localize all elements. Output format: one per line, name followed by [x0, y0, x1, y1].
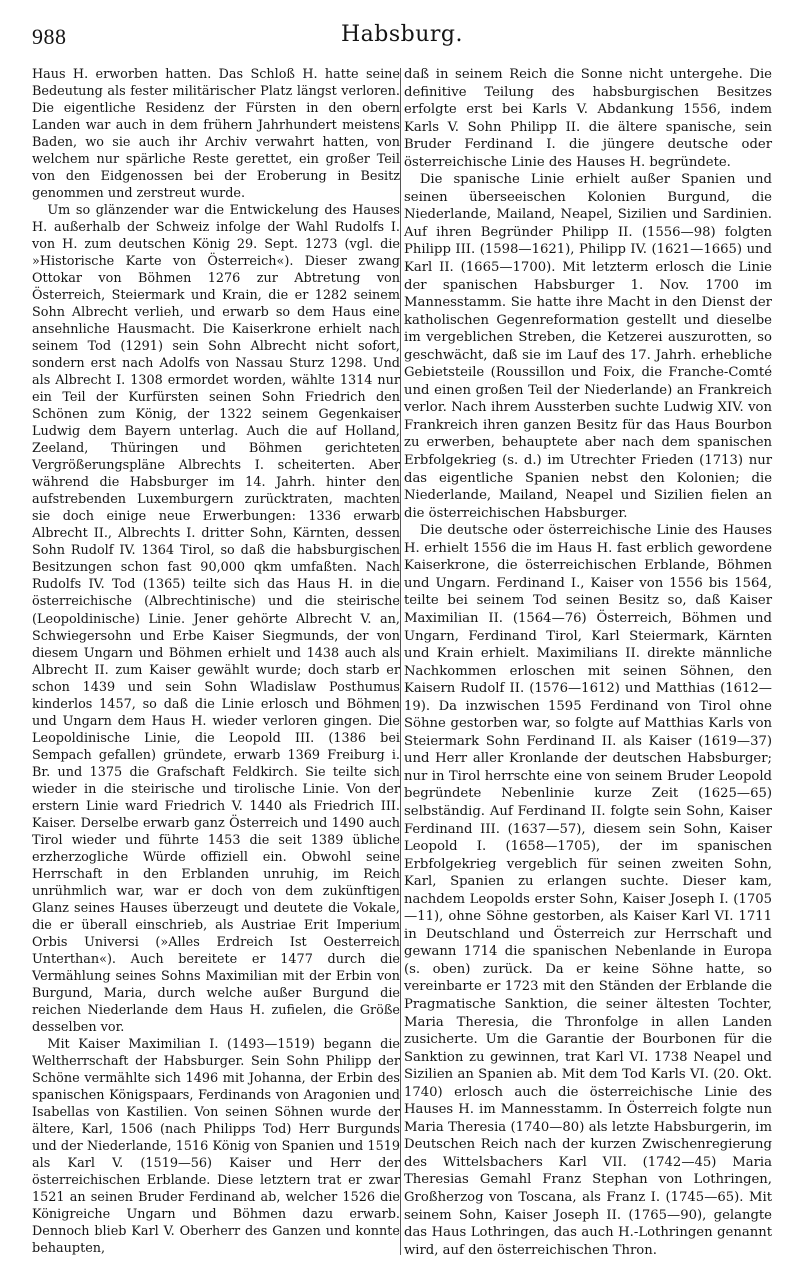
- running-title: Habsburg.: [340, 22, 464, 47]
- paragraph: Haus H. erworben hatten. Das Schloß H. hatte seine Bedeutung als fester militärischer Platz längst verloren. Die eigentliche Residenz der Fürsten in den obern Landen war auch in dem frühern Jahrhundert meistens Baden, wo sie auch ihr Archiv verwahrt hatten, von welchem nur spärliche Reste gerettet, ein großer Teil von den Eidgenossen bei der Eroberung in Besitz genommen und zerstreut wurde.: [32, 67, 400, 202]
- paragraph: Um so glänzender war die Entwickelung des Hauses H. außerhalb der Schweiz infolge der Wahl Rudolfs I. von H. zum deutschen König 29. Sept. 1273 (vgl. die »Historische Karte von Österreich«). Dieser zwang Ottokar von Böhmen 1276 zur Abtretung von Österreich, Steiermark und Krain, die er 1282 seinem Sohn Albrecht verlieh, und erwarb so dem Haus eine ansehnliche Hausmacht. Die Kaiserkrone erhielt nach seinem Tod (1291) sein Sohn Albrecht nicht sofort, sondern erst nach Adolfs von Nassau Sturz 1298. Und als Albrecht I. 1308 ermordet worden, wählte 1314 nur ein Teil der Kurfürsten seinen Sohn Friedrich den Schönen zum König, der 1322 seinem Gegenkaiser Ludwig dem Bayern unterlag. Auch die auf Holland, Zeeland, Thüringen und Böhmen gerichteten Vergrößerungspläne Albrechts I. scheiterten. Aber während die Habsburger im 14. Jahrh. hinter den aufstrebenden Luxemburgern zurücktraten, machten sie doch einige neue Erwerbungen: 1336 erwarb Albrecht II., Albrechts I. dritter Sohn, Kärnten, dessen Sohn Rudolf IV. 1364 Tirol, so daß die habsburgischen Besitzungen schon fast 90,000 qkm umfaßten. Nach Rudolfs IV. Tod (1365) teilte sich das Haus H. in die österreichische (Albrechtinische) und die steirische (Leopoldinische) Linie. Jener gehörte Albrecht V. an, Schwiegersohn und Erbe Kaiser Siegmunds, der von diesem Ungarn und Böhmen erhielt und 1438 auch als Albrecht II. zum Kaiser gewählt wurde; doch starb er schon 1439 und sein Sohn Wladislaw Posthumus kinderlos 1457, so daß die Linie erlosch und Böhmen und Ungarn dem Haus H. wieder verloren gingen. Die Leopoldinische Linie, die Leopold III. (1386 bei Sempach gefallen) gründete, erwarb 1369 Freiburg i. Br. und 1375 die Grafschaft Feldkirch. Sie teilte sich wieder in die steirische und tirolische Linie. Von der erstern Linie ward Friedrich V. 1440 als Friedrich III. Kaiser. Derselbe erwarb ganz Österreich und 1490 auch Tirol wieder und führte 1453 die seit 1389 übliche erzherzogliche Würde offiziell ein. Obwohl seine Herrschaft in den Erblanden unruhig, im Reich unrühmlich war, war er doch von dem zukünftigen Glanz seines Hauses überzeugt und deutete die Vokale, die er überall einschrieb, als Austriae Erit Imperium Orbis Universi (»Alles Erdreich Ist Oesterreich Unterthan«). Auch bereitete er 1477 durch die Vermählung seines Sohns Maximilian mit der Erbin von Burgund, Maria, durch welche außer Burgund die reichen Niederlande dem Haus H. zufielen, die Größe desselben vor.: [32, 203, 400, 1035]
- page-header: [32, 10, 772, 56]
- right-column: [404, 66, 772, 1259]
- paragraph: Die spanische Linie erhielt außer Spanien und seinen überseeischen Kolonien Burgund, die Niederlande, Mailand, Neapel, Sizilien und Sardinien. Auf ihren Begründer Philipp II. (1556—98) folgten Philipp III. (1598—1621), Philipp IV. (1621—1665) und Karl II. (1665—1700). Mit letzterm erlosch die Linie der spanischen Habsburger 1. Nov. 1700 im Mannesstamm. Sie hatte ihre Macht in den Dienst der katholischen Gegenreformation gestellt und dieselbe im vergeblichen Streben, die Ketzerei auszurotten, so geschwächt, daß sie im Lauf des 17. Jahrh. erhebliche Gebietsteile (Roussillon und Foix, die Franche-Comté und einen großen Teil der Niederlande) an Frankreich verlor. Nach ihrem Aussterben suchte Ludwig XIV. von Frankreich ihren ganzen Besitz für das Haus Bourbon zu erwerben, behauptete aber nach dem spanischen Erbfolgekrieg (s. d.) im Utrechter Frieden (1713) nur das eigentliche Spanien nebst den Kolonien; die Niederlande, Mailand, Neapel und Sizilien fielen an die österreichischen Habsburger.: [404, 172, 772, 521]
- paragraph: Die deutsche oder österreichische Linie des Hauses H. erhielt 1556 die im Haus H. fast erblich gewordene Kaiserkrone, die österreichischen Erblande, Böhmen und Ungarn. Ferdinand I., Kaiser von 1556 bis 1564, teilte bei seinem Tod seinen Besitz so, daß Kaiser Maximilian II. (1564—76) Österreich, Böhmen und Ungarn, Ferdinand Tirol, Karl Steiermark, Kärnten und Krain erhielt. Maximilians II. direkte männliche Nachkommen erloschen mit seinen Söhnen, den Kaisern Rudolf II. (1576—1612) und Matthias (1612—19). Da inzwischen 1595 Ferdinand von Tirol ohne Söhne gestorben war, so folgte auf Matthias Karls von Steiermark Sohn Ferdinand II. als Kaiser (1619—37) und Herr aller Kronlande der deutschen Habsburger; nur in Tirol herrschte eine von seinem Bruder Leopold begründete Nebenlinie kurze Zeit (1625—65) selbständig. Auf Ferdinand II. folgte sein Sohn, Kaiser Ferdinand III. (1637—57), diesem sein Sohn, Kaiser Leopold I. (1658—1705), der im spanischen Erbfolgekrieg vergeblich für seinen zweiten Sohn, Karl, Spanien zu erlangen suchte. Dieser kam, nachdem Leopolds erster Sohn, Kaiser Joseph I. (1705—11), ohne Söhne gestorben, als Kaiser Karl VI. 1711 in Deutschland und Österreich zur Herrschaft und gewann 1714 die spanischen Nebenlande in Europa (s. oben) zurück. Da er keine Söhne hatte, so vereinbarte er 1723 mit den Ständen der Erblande die Pragmatische Sanktion, die seiner ältesten Tochter, Maria Theresia, die Thronfolge in allen Landen zusicherte. Um die Garantie der Bourbonen für die Sanktion zu gewinnen, trat Karl VI. 1738 Neapel und Sizilien an Spanien ab. Mit dem Tod Karls VI. (20. Okt. 1740) erlosch auch die österreichische Linie des Hauses H. im Mannesstamm. In Österreich folgte nun Maria Theresia (1740—80) als letzte Habsburgerin, im Deutschen Reich nach der kurzen Zwischenregierung des Wittelsbachers Karl VII. (1742—45) Maria Theresias Gemahl Franz Stephan von Lothringen, Großherzog von Toscana, als Franz I. (1745—65). Mit seinem Sohn, Kaiser Joseph II. (1765—90), gelangte das Haus Lothringen, das auch H.-Lothringen genannt wird, auf den österreichischen Thron.: [404, 523, 772, 1258]
- paragraph: daß in seinem Reich die Sonne nicht untergehe. Die definitive Teilung des habsburgischen Besitzes erfolgte erst bei Karls V. Abdankung 1556, indem Karls V. Sohn Philipp II. die ältere spanische, sein Bruder Ferdinand I. die jüngere deutsche oder österreichische Linie des Hauses H. begründete.: [404, 67, 772, 170]
- text-columns: [32, 66, 772, 1261]
- column-divider: [400, 68, 401, 1255]
- page-number: 988: [32, 24, 67, 49]
- left-column: [32, 66, 400, 1257]
- paragraph: Mit Kaiser Maximilian I. (1493—1519) begann die Weltherrschaft der Habsburger. Sein Sohn Philipp der Schöne vermählte sich 1496 mit Johanna, der Erbin des spanischen Königspaars, Ferdinands von Aragonien und Isabellas von Kastilien. Von seinen Söhnen wurde der ältere, Karl, 1506 (nach Philipps Tod) Herr Burgunds und der Niederlande, 1516 König von Spanien und 1519 als Karl V. (1519—56) Kaiser und Herr der österreichischen Erblande. Diese letztern trat er zwar 1521 an seinen Bruder Ferdinand ab, welcher 1526 die Königreiche Ungarn und Böhmen dazu erwarb. Dennoch blieb Karl V. Oberherr des Ganzen und konnte behaupten,: [32, 1036, 400, 1257]
